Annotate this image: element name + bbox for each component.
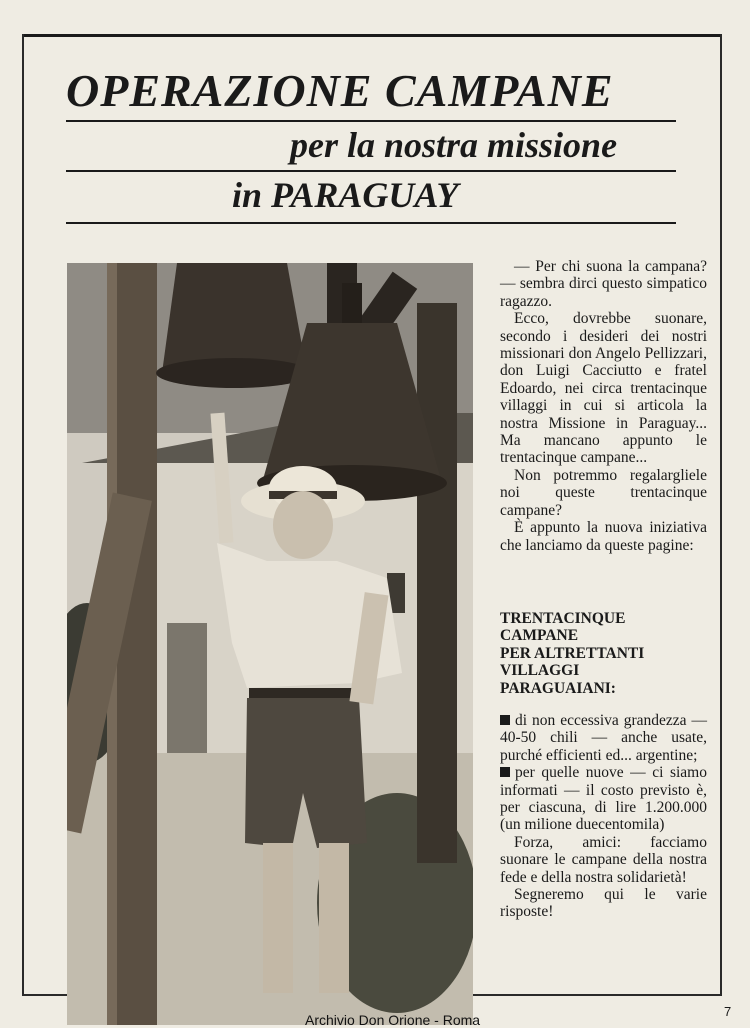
paragraph: — Per chi suona la campana? — sembra dirci questo simpatico ragazzo. <box>500 258 707 310</box>
bullet-text: per quelle nuove — ci siamo informati — il costo previsto è, per ciascuna, di lire 1.200.000 (un milione duecentomila) <box>500 764 707 834</box>
bullet-text: di non eccessiva grandezza — 40-50 chili — anche usate, purché efficienti ed... argentine; <box>500 712 707 764</box>
heading-line: TRENTACINQUE <box>500 610 626 627</box>
subtitle-rule-2 <box>66 222 676 224</box>
heading-line: PARAGUAIANI: <box>500 679 616 697</box>
heading-line: CAMPANE <box>500 627 579 645</box>
article-body <box>500 258 707 554</box>
page-number: 7 <box>724 1004 732 1019</box>
heading-line: VILLAGGI <box>500 662 580 680</box>
closing-paragraph: Segneremo qui le varie risposte! <box>500 886 707 921</box>
frame-top-border <box>22 34 722 37</box>
archive-watermark: Archivio Don Orione - Roma <box>305 1012 481 1028</box>
frame-left-border <box>22 34 24 996</box>
frame-right-border <box>720 34 722 996</box>
paragraph: Non potremmo regalargliele noi queste trentacinque campane? <box>500 466 707 519</box>
photo-illustration <box>67 263 473 1025</box>
article-title: OPERAZIONE CAMPANE <box>66 65 614 116</box>
article-subtitle-line2: in PARAGUAY <box>232 175 459 215</box>
title-rule <box>66 120 676 122</box>
campaign-heading <box>500 610 707 697</box>
closing-paragraph: Forza, amici: facciamo suonare le campane della nostra fede e della nostra solidarietà! <box>500 833 707 886</box>
heading-line: PER ALTRETTANTI <box>500 644 645 662</box>
square-bullet-icon <box>500 715 510 725</box>
paragraph: È appunto la nuova iniziativa che lanciamo da queste pagine: <box>500 519 707 554</box>
subtitle-rule-1 <box>66 170 676 172</box>
bullet-list-and-closing <box>500 712 707 921</box>
article-subtitle-line1: per la nostra missione <box>290 125 618 165</box>
bullet-item <box>500 712 707 764</box>
paragraph: Ecco, dovrebbe suonare, secondo i desideri dei nostri missionari don Angelo Pellizzari, don Luigi Cacciutto e fratel Edoardo, nei circa trentacinque villaggi in cui si articola la nostra Missione in Paraguay... Ma mancano appunto le trentacinque campane... <box>500 310 707 467</box>
bullet-item <box>500 764 707 834</box>
photo-boy-with-bells <box>67 263 473 1025</box>
square-bullet-icon <box>500 767 510 777</box>
